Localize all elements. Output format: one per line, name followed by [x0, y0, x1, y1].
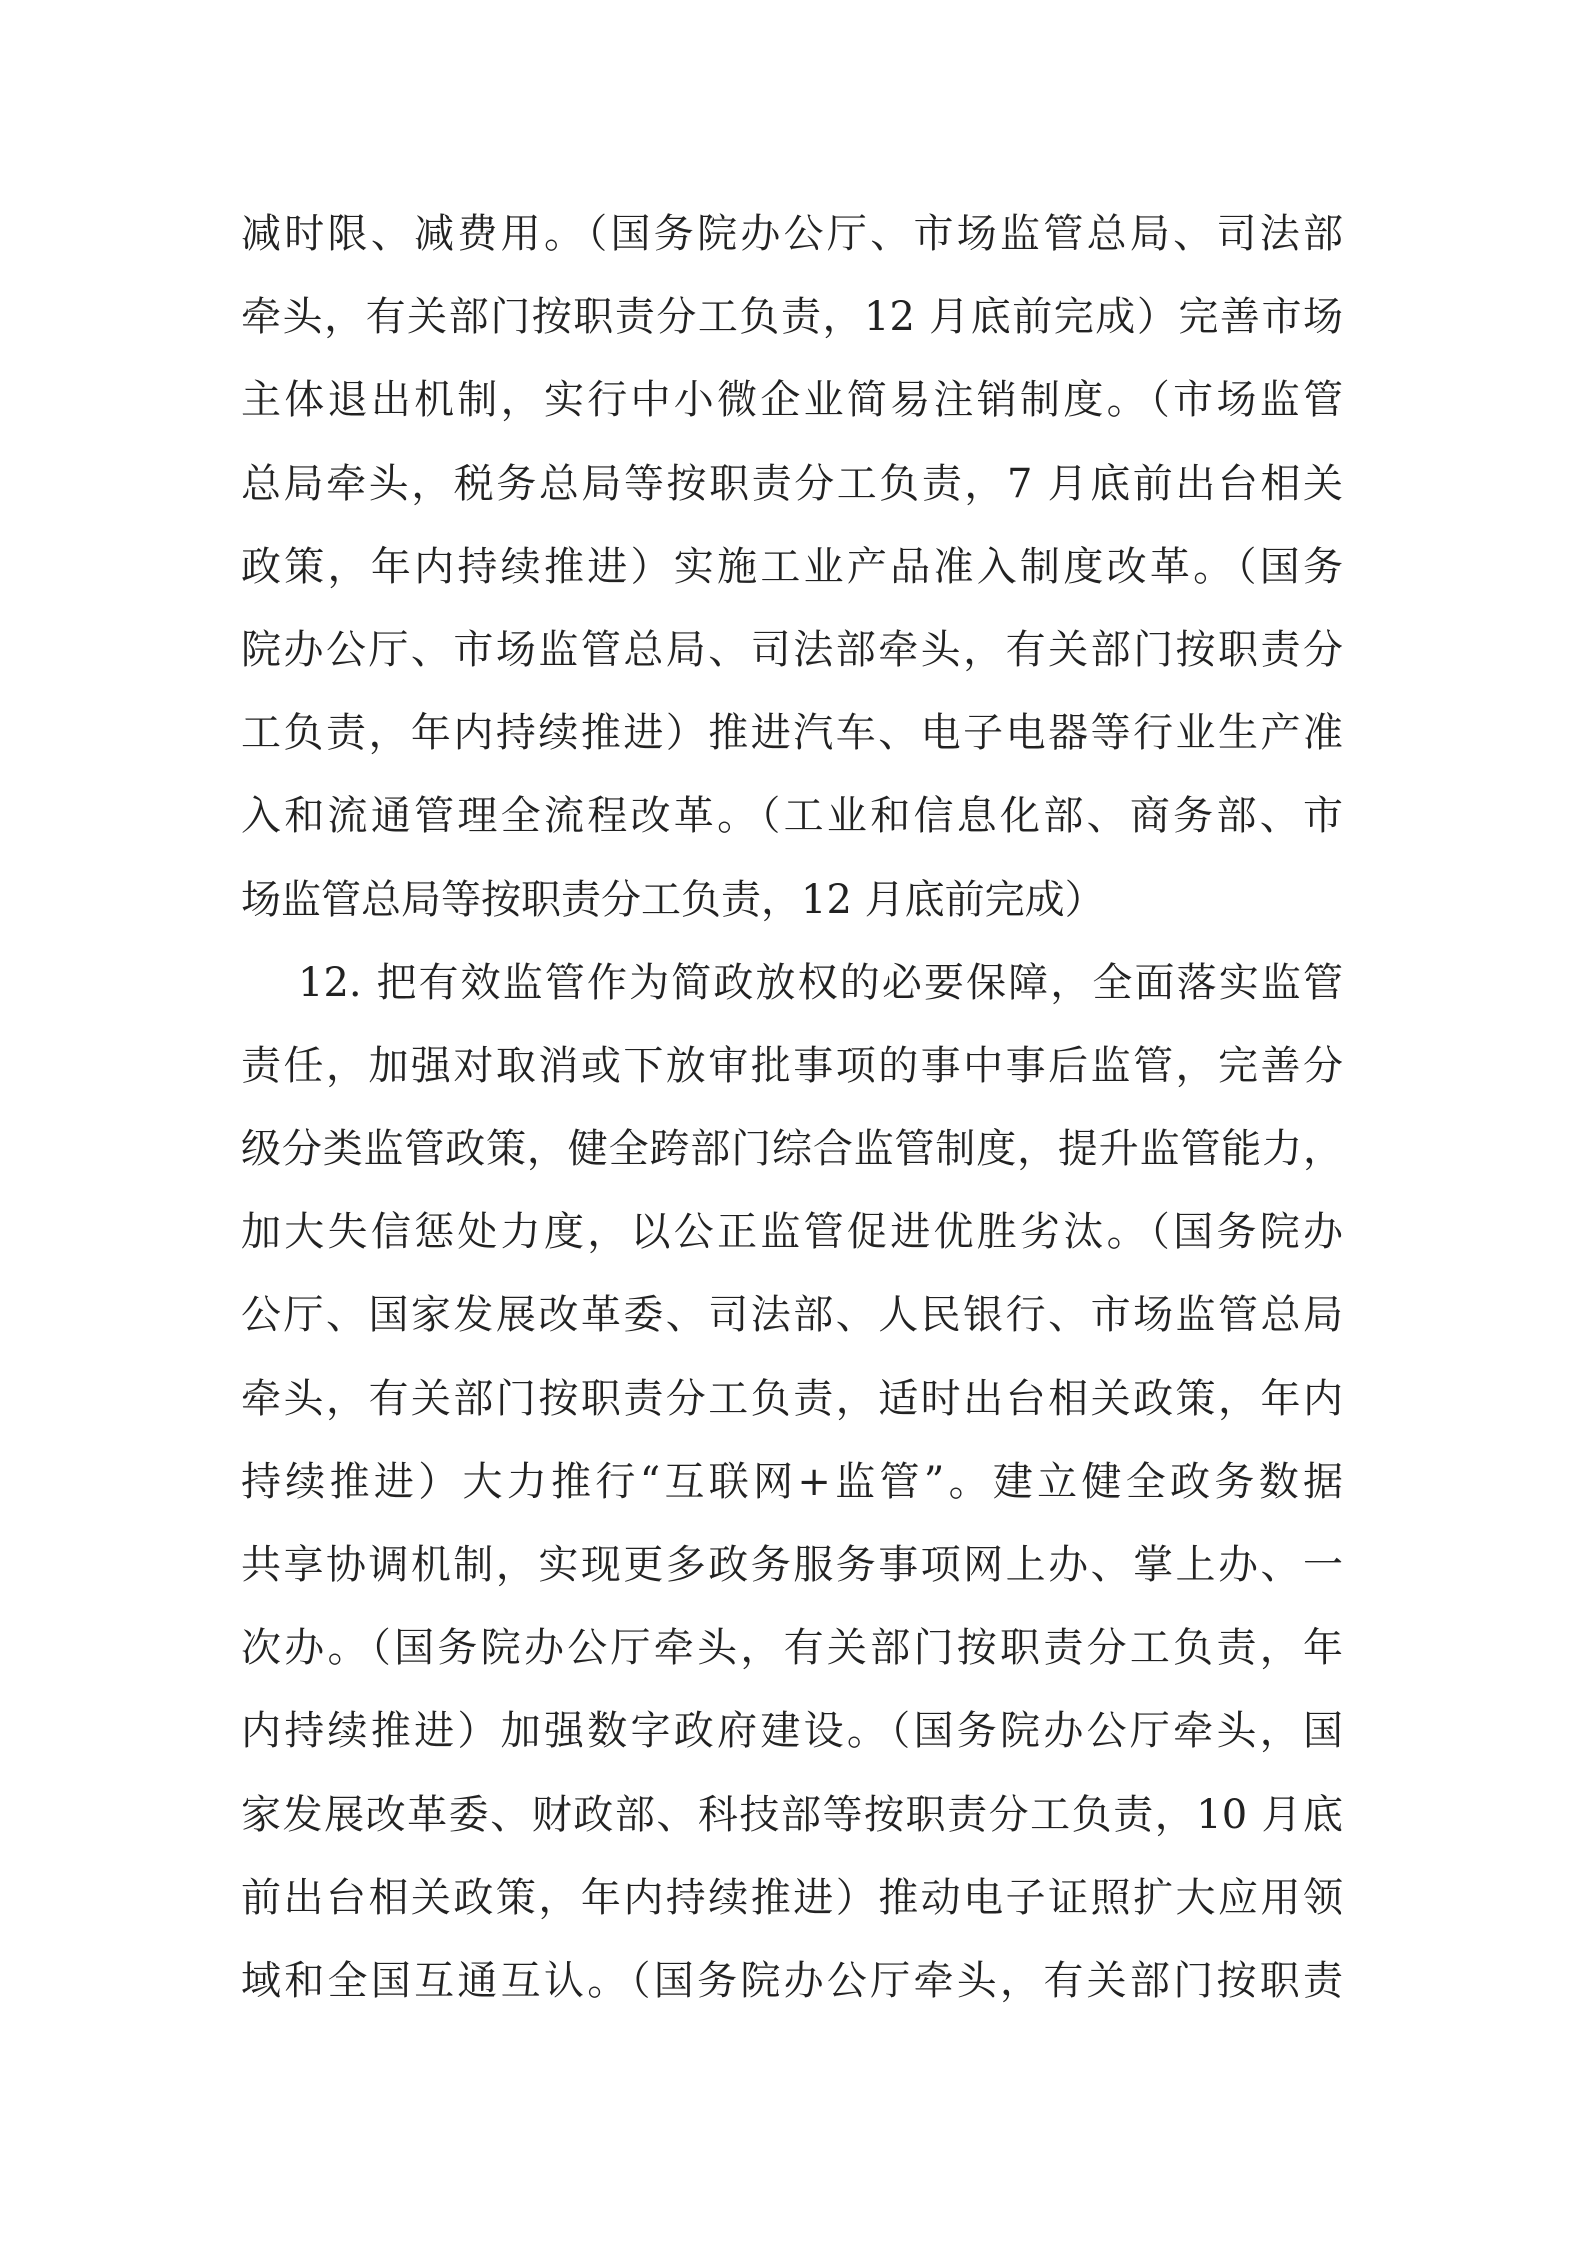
text-line: 共享协调机制，实现更多政务服务事项网上办、掌上办、一	[241, 1542, 1343, 1588]
text-line: 减时限、减费用。（国务院办公厅、市场监管总局、司法部	[241, 211, 1343, 257]
text-line: 入和流通管理全流程改革。（工业和信息化部、商务部、市	[241, 793, 1343, 840]
text-line: 域和全国互通互认。（国务院办公厅牵头，有关部门按职责	[241, 1957, 1343, 2004]
text-line: 责任，加强对取消或下放审批事项的事中事后监管，完善分	[241, 1042, 1343, 1089]
text-line: 主体退出机制，实行中小微企业简易注销制度。（市场监管	[241, 377, 1343, 424]
text-line: 牵头，有关部门按职责分工负责，适时出台相关政策，年内	[241, 1375, 1343, 1422]
text-line: 院办公厅、市场监管总局、司法部牵头，有关部门按职责分	[241, 626, 1343, 673]
text-line: 次办。（国务院办公厅牵头，有关部门按职责分工负责，年	[241, 1625, 1343, 1672]
text-line: 前出台相关政策，年内持续推进）推动电子证照扩大应用领	[241, 1874, 1343, 1921]
text-line: 持续推进）大力推行“互联网+监管”。建立健全政务数据	[241, 1458, 1343, 1505]
text-line: 牵头，有关部门按职责分工负责，12 月底前完成）完善市场	[241, 294, 1343, 341]
text-line: 级分类监管政策，健全跨部门综合监管制度，提升监管能力，	[241, 1126, 1343, 1173]
body-text	[241, 193, 1343, 2023]
section-12-heading-line: 12. 把有效监管作为简政放权的必要保障，全面落实监管	[298, 959, 1343, 1006]
text-line: 加大失信惩处力度，以公正监管促进优胜劣汰。（国务院办	[241, 1209, 1343, 1256]
text-line: 公厅、国家发展改革委、司法部、人民银行、市场监管总局	[241, 1292, 1343, 1339]
text-line: 总局牵头，税务总局等按职责分工负责，7 月底前出台相关	[241, 460, 1343, 507]
paragraph-end-line: 场监管总局等按职责分工负责，12 月底前完成）	[241, 876, 1105, 923]
text-line: 工负责，年内持续推进）推进汽车、电子电器等行业生产准	[241, 710, 1343, 757]
text-line: 政策，年内持续推进）实施工业产品准入制度改革。（国务	[241, 543, 1343, 590]
text-line: 家发展改革委、财政部、科技部等按职责分工负责，10 月底	[241, 1791, 1343, 1838]
text-line: 内持续推进）加强数字政府建设。（国务院办公厅牵头，国	[241, 1708, 1343, 1755]
